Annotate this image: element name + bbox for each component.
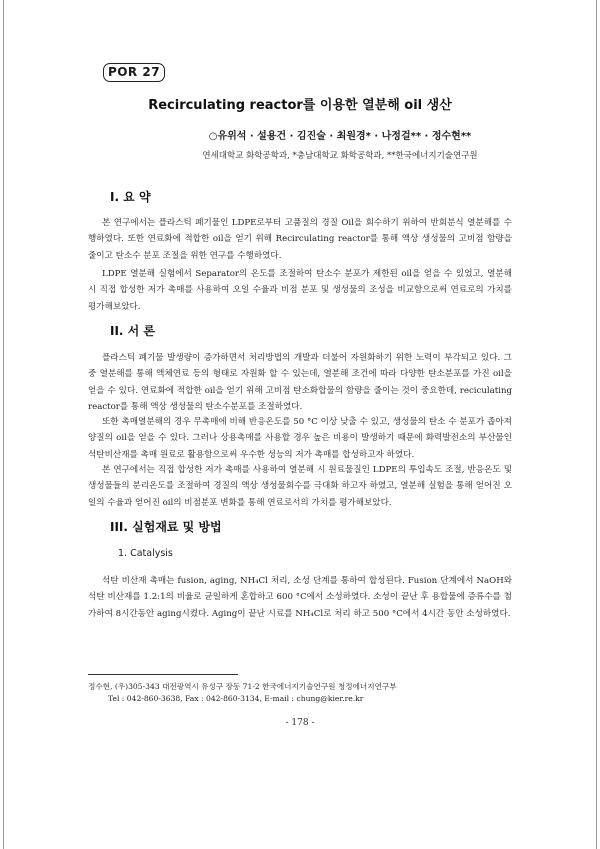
- footnote-address: 정수현, (우)305-343 대전광역시 유성구 장동 71-2 한국에너지기술연구원 청정에너지연구부: [88, 682, 397, 691]
- affiliation-line: 연세대학교 화학공학과, *충남대학교 화학공학과, **한국에너지기술연구원: [202, 151, 478, 161]
- abstract-paragraph-2: LDPE 열분해 실험에서 Separator의 온도를 조절하여 탄소수 분포가 제한된 oil을 얻을 수 있었고, 열분해 시 직접 합성한 저가 촉매를 사용하여 오일 수율과 비점 분포 및 생성물의 조성을 비교함으로써 연료로의 가치를 평가해보았다.: [88, 269, 512, 312]
- intro-paragraph-2: 또한 촉매열분해의 경우 무촉매에 비해 반응온도를 50 °C 이상 낮출 수 있고, 생성물의 탄소 수 분포가 좁아져 양질의 oil을 얻을 수 있다. 그러나 상용촉매를 사용할 경우 높은 비용이 발생하기 때문에 화력발전소의 부산물인 석탄비산재를 촉매 원료로 활용함으로써 우수한 성능의 저가 촉매를 합성하고자 하였다.: [88, 417, 512, 460]
- footnote-contact: Tel : 042-860-3638, Fax : 042-860-3134, E-mail : chung@kier.re.kr: [108, 694, 364, 703]
- footnote-rule: [88, 674, 238, 675]
- paper-title: Recirculating reactor를 이용한 열분해 oil 생산: [148, 98, 452, 113]
- subsection-heading-catalysis: 1. Catalysis: [118, 548, 173, 559]
- abstract-paragraph-1: 본 연구에서는 플라스틱 폐기물인 LDPE로부터 고품질의 경질 Oil을 회수하기 위하여 반회분식 열분해를 수행하였다. 또한 연료화에 적합한 oil을 얻기 위해 Recirculating reactor를 통해 액상 생성물의 고비점 함량을 줄이고 탄소수 분포 조절을 위한 연구를 수행하였다.: [88, 218, 512, 261]
- intro-paragraph-3: 본 연구에서는 직접 합성한 저가 촉매를 사용하여 열분해 시 원료물질인 LDPE의 투입속도 조절, 반응온도 및 생성물들의 분리온도를 조절하여 경질의 액상 생성물회수를 극대화 하고자 하였고, 열분해 실험을 통해 얻어진 오일의 수율과 얻어진 oil의 비점분포 변화를 통해 연료로서의 가치를 평가해보았다.: [88, 465, 512, 508]
- page-number: - 178 -: [285, 718, 315, 728]
- methods-paragraph-1: 석탄 비산재 촉매는 fusion, aging, NH₄Cl 처리, 소성 단계를 통하여 합성된다. Fusion 단계에서 NaOH와 석탄 비산재를 1.2:1의 비율로 균일하게 혼합하고 600 °C에서 소성하였다. 소성이 끝난 후 용합물에 증류수를 첨가하여 8시간동안 aging시켰다. Aging이 끝난 시료를 NH₄Cl로 처리 하고 500 °C에서 4시간 동안 소성하였다.: [88, 576, 512, 619]
- section-heading-methods: III. 실험재료 및 방법: [110, 520, 222, 534]
- section-heading-intro: II. 서 론: [110, 324, 156, 338]
- section-heading-abstract: I. 요 약: [110, 190, 151, 204]
- intro-paragraph-1: 플라스틱 폐기물 발생량이 증가하면서 처리방법의 개발과 더불어 자원화하기 위한 노력이 부각되고 있다. 그 중 열분해를 통해 액체연료 등의 형태로 자원화 할 수 있는데, 열분해 조건에 따라 다양한 탄소분포를 가진 oil을 얻을 수 있다. 연료화에 적합한 oil을 얻기 위해 고비점 탄소화합물의 함량을 줄이는 것이 중요한데, reciculating reactor를 통해 액상 생성물의 탄소수분포를 조절하였다.: [88, 353, 512, 412]
- author-list: ○유위석 · 설용건 · 김진술 · 최원경* · 나정걸** · 정수현**: [208, 131, 472, 142]
- paper-code-badge: POR 27: [103, 63, 165, 82]
